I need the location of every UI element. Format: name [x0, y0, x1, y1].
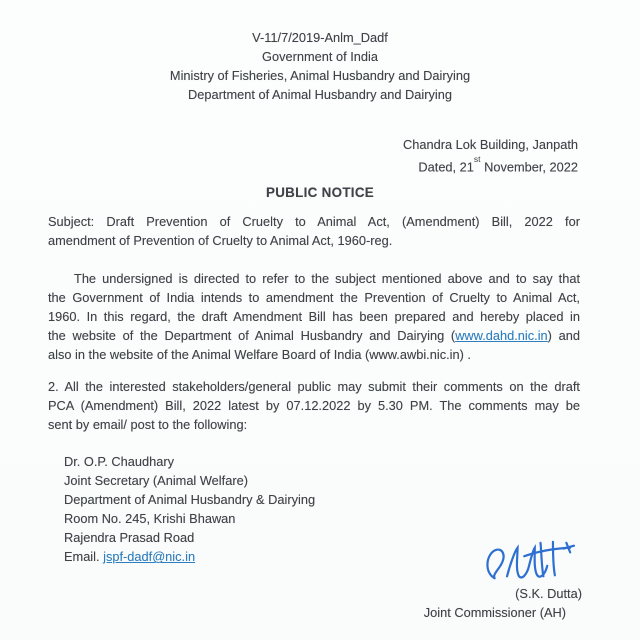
paragraph-line: The undersigned is directed to refer to the subject mentioned above and to say that	[74, 271, 580, 287]
dahd-website-link[interactable]: www.dahd.nic.in	[455, 328, 548, 344]
dated-prefix: Dated, 21	[418, 159, 474, 175]
email-link[interactable]: jspf-dadf@nic.in	[103, 549, 196, 565]
signatory-designation: Joint Commissioner (AH)	[423, 605, 566, 620]
body-paragraph-1	[48, 269, 580, 364]
dated-line	[0, 154, 578, 176]
paragraph-line: 2. All the interested stakeholders/general public may submit their comments on the draft	[48, 379, 580, 395]
subject-line: Subject: Draft Prevention of Cruelty to Animal Act, (Amendment) Bill, 2022 for	[48, 214, 580, 230]
paragraph-line: sent by email/ post to the following:	[48, 417, 248, 433]
contact-name: Dr. O.P. Chaudhary	[64, 454, 175, 470]
org-ministry: Ministry of Fisheries, Animal Husbandry and Dairying	[169, 68, 471, 83]
dated-suffix: November, 2022	[480, 159, 578, 175]
subject-line: amendment of Prevention of Cruelty to Animal Act, 1960-reg.	[48, 233, 393, 249]
body-paragraph-2	[48, 377, 580, 434]
handwritten-signature-icon	[482, 539, 578, 583]
paragraph-line: the Government of India intends to amendment the Prevention of Cruelty to Animal Act,	[48, 290, 580, 306]
signatory-name: (S.K. Dutta)	[515, 586, 582, 601]
letterhead	[0, 0, 640, 104]
org-government: Government of India	[262, 49, 378, 64]
paragraph-line: 1960. In this regard, the draft Amendment Bill has been prepared and hereby placed in	[48, 309, 580, 325]
paragraph-line	[48, 326, 580, 345]
contact-designation: Joint Secretary (Animal Welfare)	[64, 473, 248, 489]
contact-road: Rajendra Prasad Road	[64, 530, 195, 546]
signature-block	[424, 539, 584, 622]
notice-title: PUBLIC NOTICE	[265, 185, 375, 201]
date-ordinal-suffix: st	[473, 154, 481, 164]
building-address: Chandra Lok Building, Janpath	[402, 137, 578, 152]
subject-paragraph	[48, 212, 580, 250]
email-label: Email.	[64, 549, 104, 565]
paragraph-text: the website of the Department of Animal Husbandry and Dairying (	[48, 328, 456, 344]
paragraph-line: PCA (Amendment) Bill, 2022 latest by 07.12.2022 by 5.30 PM. The comments may be	[48, 398, 580, 414]
paragraph-line: also in the website of the Animal Welfare Board of India (www.awbi.nic.in) .	[48, 347, 471, 363]
org-department: Department of Animal Husbandry and Dairying	[188, 87, 452, 102]
address-date-block	[0, 135, 640, 176]
paragraph-text: ) and	[547, 328, 581, 344]
contact-room: Room No. 245, Krishi Bhawan	[64, 511, 236, 527]
file-number: V-11/7/2019-Anlm_Dadf	[252, 30, 388, 45]
contact-department: Department of Animal Husbandry & Dairying	[64, 492, 316, 508]
